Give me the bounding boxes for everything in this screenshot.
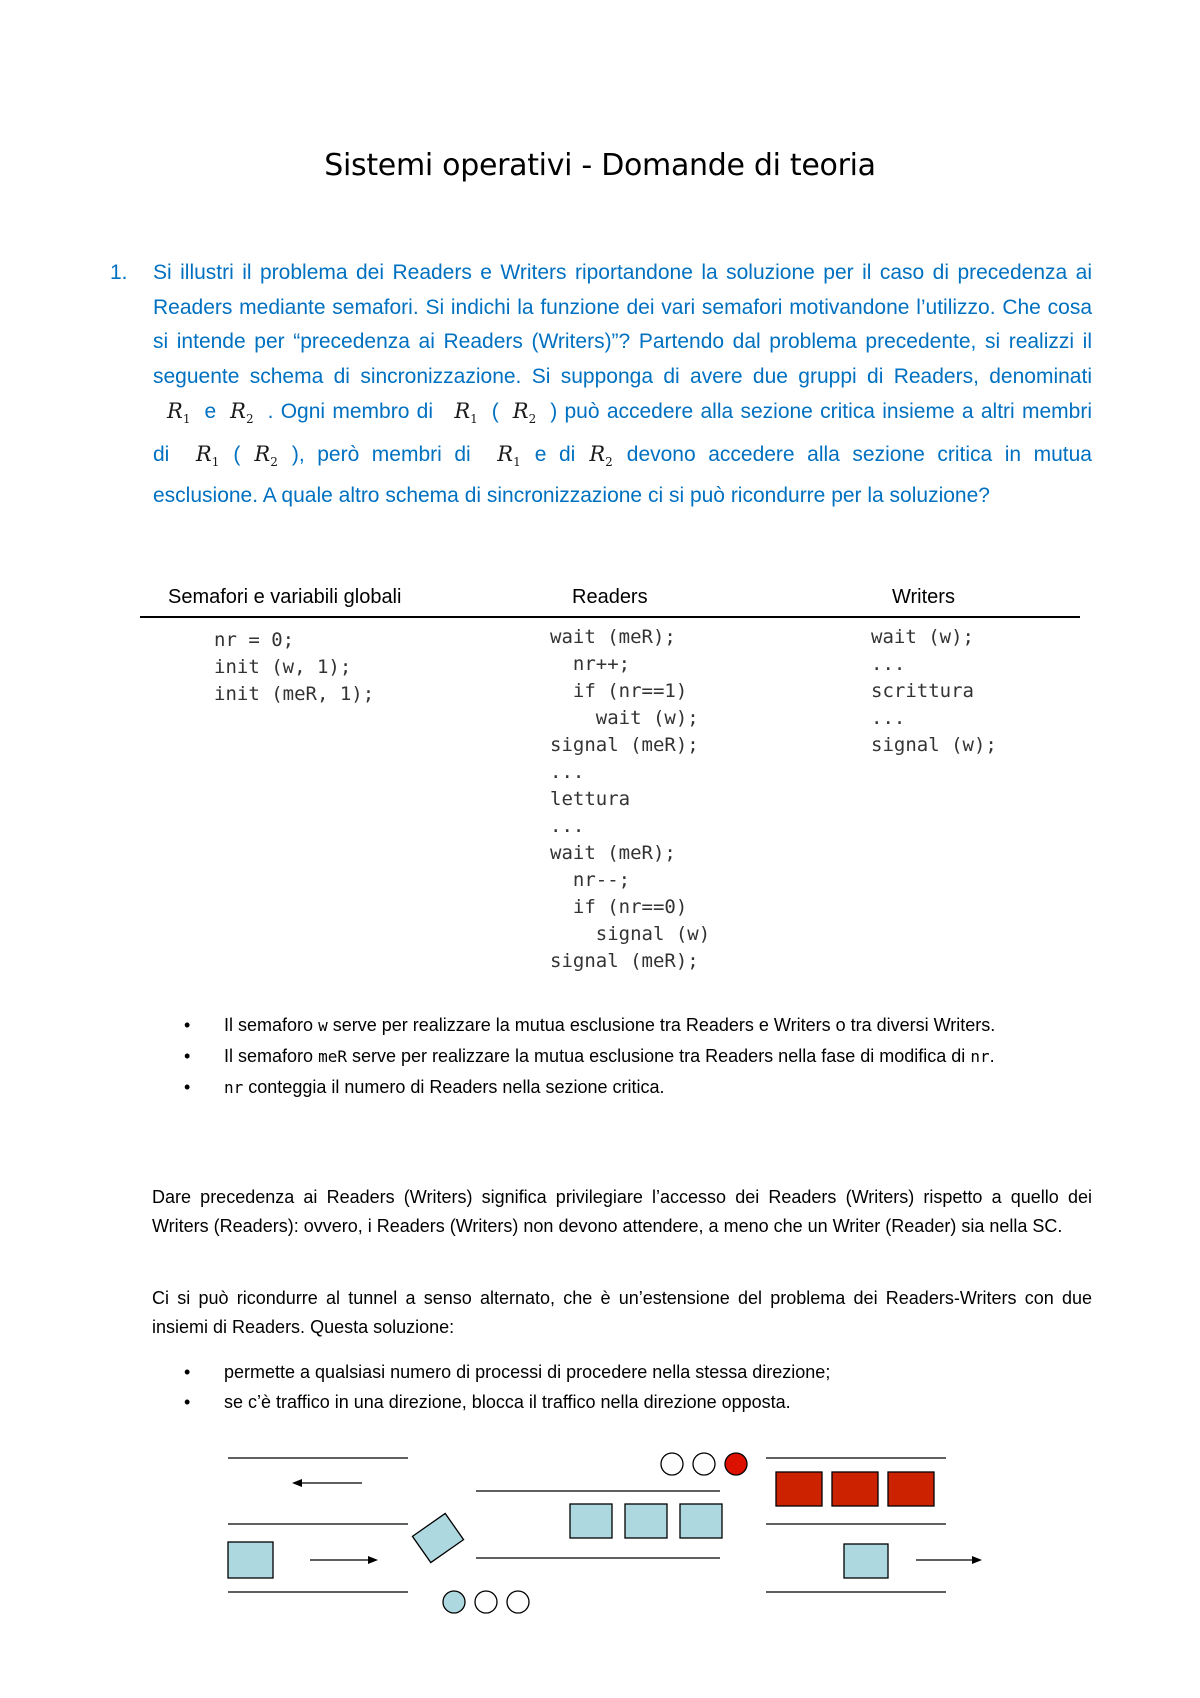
math-r1: $R_1$: [454, 399, 478, 427]
column-header-globals: Semafori e variabili globali: [168, 586, 402, 608]
question-text-part2: . Ogni membro di: [267, 400, 434, 423]
traffic-light-icon: [661, 1453, 747, 1475]
question-text-part1: Si illustri il problema dei Readers e Writers riportandone la soluzione per il caso di precedenza ai Readers mediante semafori. Si indichi la funzione dei vari semafori motivandone l’utilizzo. Che cosa si intende per “precedenza ai Readers (Writers)”? Partendo dal problema precedente, si realizzi il seguente schema di sincronizzazione. Si supponga di avere due gruppi di Readers, denominati: [153, 261, 1092, 388]
question-text-part5: devono accedere alla sezione critica in mutua esclusione. A quale altro schema di sincronizzazione ci si può ricondurre per la soluzione?: [153, 442, 1092, 508]
question-text: [153, 256, 1092, 514]
car-icon: [625, 1504, 667, 1538]
paren-close: ),: [291, 442, 305, 466]
question-1: [110, 256, 1092, 514]
car-icon: [228, 1542, 273, 1578]
traffic-light-icon: [443, 1591, 529, 1613]
list-item: • Il semaforo w serve per realizzare la mutua esclusione tra Readers e Writers o tra diversi Writers.: [140, 1010, 1092, 1041]
car-icon: [888, 1472, 934, 1506]
math-r2: $R_2$: [254, 441, 278, 469]
car-icon: [844, 1544, 888, 1578]
math-r1: $R_1$: [497, 441, 521, 469]
paragraph-tunnel: Ci si può ricondurre al tunnel a senso alternato, che è un’estensione del problema dei Readers-Writers con due insiemi di Readers. Questa soluzione:: [152, 1288, 1092, 1337]
arrow-right-icon: [310, 1556, 378, 1564]
math-r2: $R_2$: [512, 399, 537, 427]
page-title: Sistemi operativi - Domande di teoria: [324, 148, 876, 183]
paren-open: (: [491, 400, 499, 423]
list-item: • se c’è traffico in una direzione, blocca il traffico nella direzione opposta.: [140, 1387, 1092, 1417]
math-r1: $R_1$: [195, 441, 220, 469]
math-r2: $R_2$: [589, 441, 613, 469]
question-text-part3: ) può accedere alla sezione critica insieme a altri membri di: [153, 400, 1092, 466]
arrow-left-icon: [292, 1479, 362, 1487]
table-header: [140, 586, 1080, 618]
math-r1: $R_1$: [167, 399, 191, 427]
list-item: • Il semaforo meR serve per realizzare la mutua esclusione tra Readers nella fase di modifica di nr.: [140, 1041, 1092, 1072]
globals-code: nr = 0; init (w, 1); init (meR, 1);: [214, 629, 375, 705]
question-and-1: e: [204, 400, 217, 423]
semaphore-bullet-list: [140, 1010, 1092, 1103]
writers-code: wait (w); ... scrittura ... signal (w);: [871, 626, 997, 756]
question-and-2: e di: [534, 442, 576, 466]
tunnel-diagram: [200, 1438, 1000, 1628]
question-number: 1.: [110, 261, 128, 284]
list-item: • permette a qualsiasi numero di processi di procedere nella stessa direzione;: [140, 1357, 1092, 1387]
question-text-part4: però membri di: [317, 442, 471, 466]
car-icon: [412, 1513, 463, 1562]
arrow-right-icon: [916, 1556, 982, 1564]
paragraph-precedence: Dare precedenza ai Readers (Writers) significa privilegiare l’accesso dei Readers (Writers) rispetto a quello dei Writers (Readers): ovvero, i Readers (Writers) non devono attendere, a meno che un Writer (Reader) sia nella SC.: [152, 1187, 1092, 1236]
car-icon: [680, 1504, 722, 1538]
list-item: • nr conteggia il numero di Readers nella sezione critica.: [140, 1072, 1092, 1103]
tunnel-bullet-list: [140, 1357, 1092, 1417]
car-icon: [832, 1472, 878, 1506]
math-r2: $R_2$: [230, 399, 254, 427]
paren-open: (: [233, 442, 241, 466]
readers-code: wait (meR); nr++; if (nr==1) wait (w); signal (meR); ... lettura ... wait (meR); nr--; if (nr==0) signal (w) signal (meR);: [550, 626, 711, 972]
car-icon: [570, 1504, 612, 1538]
car-icon: [776, 1472, 822, 1506]
column-header-writers: Writers: [892, 586, 955, 608]
column-header-readers: Readers: [572, 586, 648, 608]
